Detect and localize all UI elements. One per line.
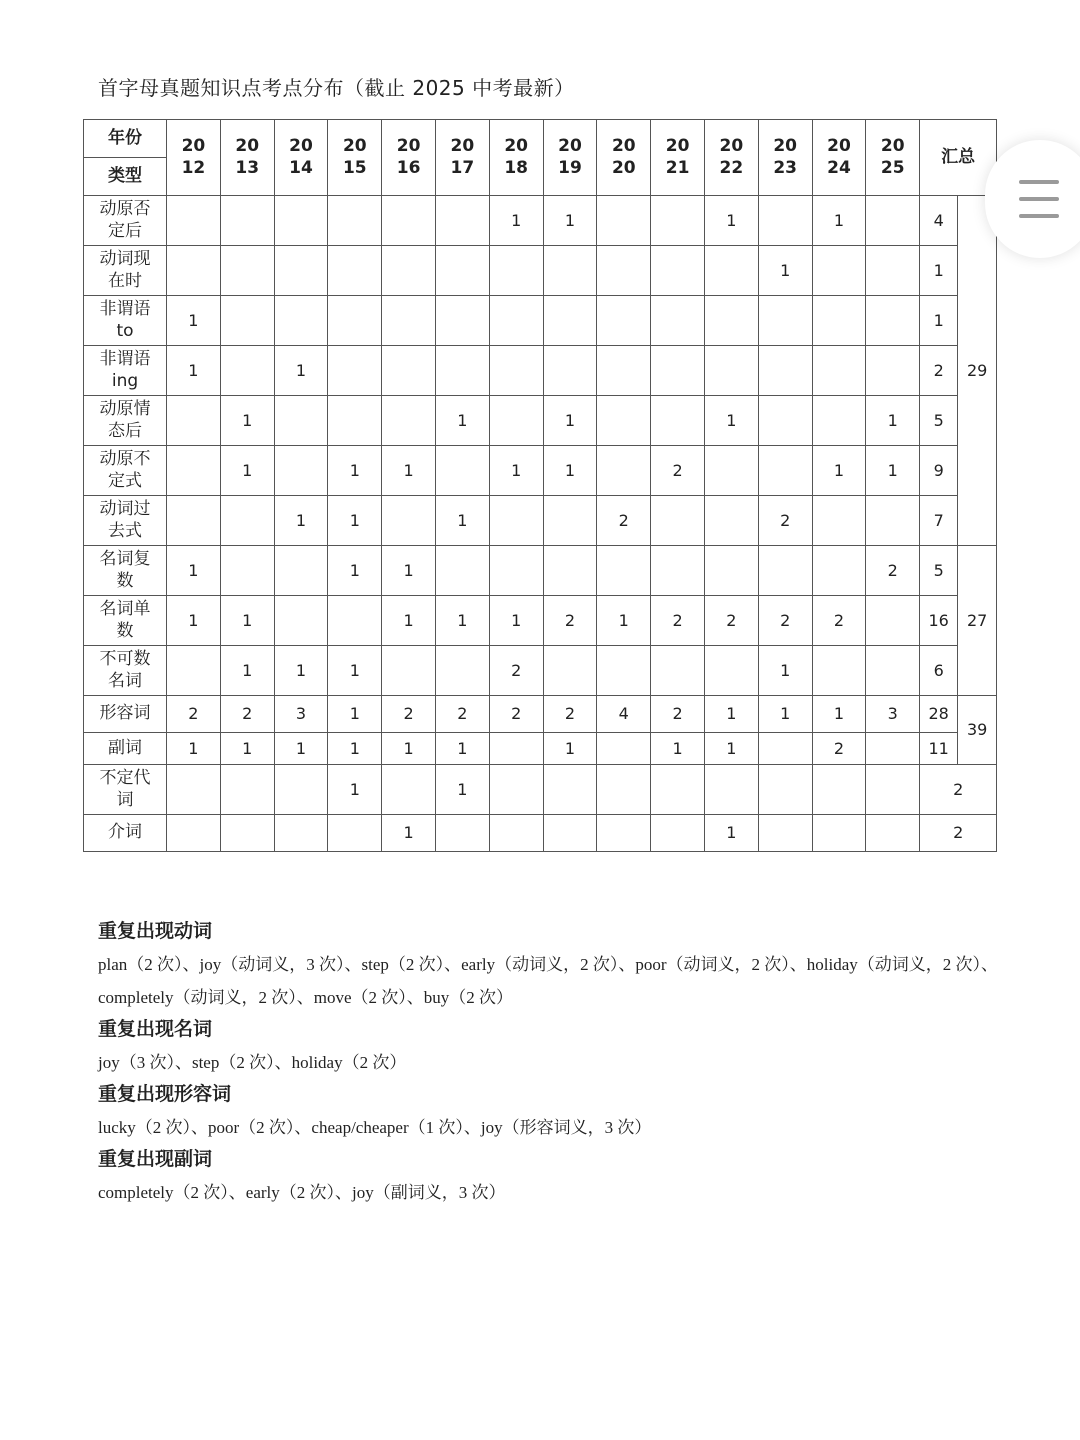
table-cell: 1	[812, 446, 866, 496]
table-cell	[543, 815, 597, 852]
table-cell: 1	[328, 446, 382, 496]
table-cell: 2	[489, 646, 543, 696]
table-cell: 1	[489, 596, 543, 646]
notes-text: joy（3 次）、step（2 次）、holiday（2 次）	[98, 1053, 407, 1072]
table-cell	[704, 765, 758, 815]
notes-section-adverbs	[98, 1144, 998, 1209]
table-cell: 4	[597, 696, 651, 733]
table-cell	[489, 396, 543, 446]
table-cell	[220, 296, 274, 346]
table-row	[84, 815, 997, 852]
table-cell: 2	[167, 696, 221, 733]
table-cell	[435, 196, 489, 246]
table-cell	[597, 546, 651, 596]
table-cell	[651, 546, 705, 596]
table-row	[84, 733, 997, 765]
table-cell	[382, 346, 436, 396]
table-cell	[597, 296, 651, 346]
table-cell: 1	[704, 696, 758, 733]
table-cell: 2	[220, 696, 274, 733]
table-cell	[758, 765, 812, 815]
table-cell	[489, 496, 543, 546]
table-cell: 1	[220, 396, 274, 446]
table-cell	[220, 346, 274, 396]
table-cell: 1	[167, 596, 221, 646]
table-row	[84, 546, 997, 596]
group-total-adj-adv: 39	[958, 696, 997, 765]
header-year-3: 20 15	[328, 120, 382, 196]
table-cell	[866, 815, 920, 852]
table-cell	[812, 815, 866, 852]
notes-section-verbs	[98, 916, 998, 1014]
header-year-1: 20 13	[220, 120, 274, 196]
table-cell	[328, 246, 382, 296]
table-cell: 1	[704, 815, 758, 852]
table-cell	[597, 396, 651, 446]
table-cell	[167, 246, 221, 296]
table-cell: 2	[597, 496, 651, 546]
table-cell	[435, 546, 489, 596]
table-cell	[704, 546, 758, 596]
table-cell: 2	[489, 696, 543, 733]
header-year-11: 20 23	[758, 120, 812, 196]
table-cell: 2	[866, 546, 920, 596]
table-cell: 1	[704, 733, 758, 765]
table-row	[84, 196, 997, 246]
notes-section-nouns	[98, 1014, 998, 1079]
table-cell	[651, 196, 705, 246]
header-year-cell: 年份	[84, 120, 167, 158]
table-cell	[435, 346, 489, 396]
table-row	[84, 765, 997, 815]
row-total: 6	[920, 646, 958, 696]
table-cell	[543, 496, 597, 546]
table-cell	[704, 296, 758, 346]
table-row	[84, 596, 997, 646]
table-cell: 2	[812, 596, 866, 646]
row-category: 动词过 去式	[84, 496, 167, 546]
table-row	[84, 246, 997, 296]
table-cell	[489, 246, 543, 296]
table-cell: 1	[435, 765, 489, 815]
row-total: 11	[920, 733, 958, 765]
row-category: 不可数 名词	[84, 646, 167, 696]
header-year-13: 20 25	[866, 120, 920, 196]
table-cell: 1	[274, 346, 328, 396]
table-cell: 1	[758, 696, 812, 733]
table-cell	[812, 346, 866, 396]
table-cell: 1	[220, 446, 274, 496]
notes-heading: 重复出现名词	[98, 1018, 213, 1040]
table-cell: 1	[597, 596, 651, 646]
table-cell: 2	[543, 596, 597, 646]
table-cell	[597, 646, 651, 696]
table-cell: 1	[866, 396, 920, 446]
table-cell	[651, 396, 705, 446]
row-total: 2	[920, 765, 997, 815]
table-row	[84, 696, 997, 733]
table-cell	[382, 246, 436, 296]
header-total-cell: 汇总	[920, 120, 997, 196]
table-cell: 1	[220, 733, 274, 765]
table-cell	[328, 396, 382, 446]
table-cell	[435, 446, 489, 496]
table-cell	[382, 196, 436, 246]
table-cell	[328, 346, 382, 396]
table-cell	[651, 296, 705, 346]
table-cell	[597, 196, 651, 246]
table-cell	[651, 246, 705, 296]
table-cell: 2	[704, 596, 758, 646]
table-cell: 1	[167, 296, 221, 346]
table-cell	[866, 196, 920, 246]
table-cell: 1	[543, 396, 597, 446]
table-cell	[597, 446, 651, 496]
table-cell: 1	[382, 446, 436, 496]
table-cell	[866, 765, 920, 815]
table-cell: 2	[543, 696, 597, 733]
table-cell: 1	[382, 815, 436, 852]
table-cell	[274, 296, 328, 346]
notes-section-adjectives	[98, 1079, 998, 1144]
table-cell: 1	[866, 446, 920, 496]
header-year-10: 20 22	[704, 120, 758, 196]
table-cell: 1	[220, 646, 274, 696]
table-cell: 1	[328, 646, 382, 696]
table-cell	[435, 646, 489, 696]
table-cell	[597, 765, 651, 815]
table-cell: 1	[167, 346, 221, 396]
table-cell	[543, 765, 597, 815]
table-row	[84, 446, 997, 496]
floating-menu-button[interactable]	[985, 140, 1080, 258]
table-row	[84, 496, 997, 546]
table-cell	[758, 815, 812, 852]
table-cell	[543, 296, 597, 346]
table-cell	[328, 196, 382, 246]
table-cell	[651, 815, 705, 852]
table-cell	[651, 765, 705, 815]
notes-text: lucky（2 次）、poor（2 次）、cheap/cheaper（1 次）、joy（形容词义，3 次）	[98, 1118, 652, 1137]
table-cell	[382, 646, 436, 696]
table-cell: 1	[543, 446, 597, 496]
table-cell: 1	[651, 733, 705, 765]
table-cell: 1	[167, 733, 221, 765]
row-category: 副词	[84, 733, 167, 765]
repeated-words-notes	[98, 916, 998, 1209]
row-category: 名词单 数	[84, 596, 167, 646]
row-total: 2	[920, 815, 997, 852]
table-cell: 2	[758, 496, 812, 546]
group-total-nouns: 27	[958, 546, 997, 696]
notes-text: completely（2 次）、early（2 次）、joy（副词义，3 次）	[98, 1183, 506, 1202]
group-total-verbs: 29	[958, 196, 997, 546]
table-cell	[866, 646, 920, 696]
table-cell	[382, 496, 436, 546]
table-cell	[274, 815, 328, 852]
table-cell	[597, 246, 651, 296]
header-year-7: 20 19	[543, 120, 597, 196]
table-cell: 1	[274, 496, 328, 546]
table-cell	[597, 346, 651, 396]
table-cell	[543, 646, 597, 696]
row-total: 2	[920, 346, 958, 396]
table-cell: 1	[435, 596, 489, 646]
table-cell	[758, 346, 812, 396]
table-cell: 1	[435, 396, 489, 446]
table-cell	[758, 296, 812, 346]
table-cell	[220, 546, 274, 596]
table-cell	[489, 815, 543, 852]
table-cell	[274, 196, 328, 246]
table-cell	[489, 546, 543, 596]
table-cell: 1	[382, 546, 436, 596]
table-cell	[704, 246, 758, 296]
table-cell: 1	[167, 546, 221, 596]
row-total: 28	[920, 696, 958, 733]
table-cell	[866, 596, 920, 646]
table-cell: 1	[758, 646, 812, 696]
table-cell	[220, 246, 274, 296]
table-cell	[274, 546, 328, 596]
table-cell: 1	[543, 733, 597, 765]
table-cell	[543, 546, 597, 596]
table-cell	[866, 296, 920, 346]
table-cell: 1	[435, 733, 489, 765]
row-total: 9	[920, 446, 958, 496]
table-cell	[167, 646, 221, 696]
notes-heading: 重复出现动词	[98, 920, 213, 942]
table-cell	[812, 296, 866, 346]
table-cell	[812, 646, 866, 696]
table-cell: 2	[651, 446, 705, 496]
table-cell: 1	[328, 733, 382, 765]
row-total: 16	[920, 596, 958, 646]
table-cell: 1	[704, 196, 758, 246]
table-cell	[435, 815, 489, 852]
header-year-5: 20 17	[435, 120, 489, 196]
header-year-0: 20 12	[167, 120, 221, 196]
table-cell	[812, 246, 866, 296]
table-cell	[866, 346, 920, 396]
table-cell	[812, 396, 866, 446]
table-cell	[489, 346, 543, 396]
table-cell: 1	[704, 396, 758, 446]
table-cell: 1	[328, 546, 382, 596]
table-cell	[597, 733, 651, 765]
row-total: 7	[920, 496, 958, 546]
table-cell	[597, 815, 651, 852]
table-cell	[274, 246, 328, 296]
table-cell: 3	[274, 696, 328, 733]
table-cell: 1	[220, 596, 274, 646]
table-cell	[651, 646, 705, 696]
table-cell	[220, 196, 274, 246]
table-cell	[704, 346, 758, 396]
table-cell: 1	[812, 196, 866, 246]
table-cell	[812, 765, 866, 815]
header-year-2: 20 14	[274, 120, 328, 196]
table-cell: 1	[328, 496, 382, 546]
page-title: 首字母真题知识点考点分布（截止 2025 中考最新）	[98, 76, 575, 100]
table-cell: 1	[274, 733, 328, 765]
knowledge-distribution-table	[83, 119, 997, 852]
table-cell: 2	[812, 733, 866, 765]
row-total: 4	[920, 196, 958, 246]
table-cell: 1	[543, 196, 597, 246]
table-cell	[167, 496, 221, 546]
table-cell	[543, 246, 597, 296]
table-cell	[167, 446, 221, 496]
table-cell	[758, 546, 812, 596]
table-cell: 1	[435, 496, 489, 546]
row-category: 动词现 在时	[84, 246, 167, 296]
table-cell	[651, 346, 705, 396]
table-cell	[167, 196, 221, 246]
table-cell: 2	[651, 696, 705, 733]
table-cell: 1	[489, 196, 543, 246]
table-cell	[651, 496, 705, 546]
table-cell	[758, 396, 812, 446]
table-cell: 2	[651, 596, 705, 646]
header-type-cell: 类型	[84, 158, 167, 196]
table-cell	[382, 765, 436, 815]
header-year-8: 20 20	[597, 120, 651, 196]
header-year-12: 20 24	[812, 120, 866, 196]
table-cell	[274, 765, 328, 815]
table-cell	[274, 446, 328, 496]
row-category: 介词	[84, 815, 167, 852]
row-total: 1	[920, 246, 958, 296]
table-cell: 2	[758, 596, 812, 646]
table-cell	[543, 346, 597, 396]
table-cell	[220, 496, 274, 546]
row-total: 5	[920, 546, 958, 596]
table-cell: 1	[328, 765, 382, 815]
row-category: 非谓语 ing	[84, 346, 167, 396]
row-category: 不定代 词	[84, 765, 167, 815]
table-cell	[812, 546, 866, 596]
row-total: 1	[920, 296, 958, 346]
table-cell: 1	[382, 733, 436, 765]
table-cell	[704, 646, 758, 696]
table-cell	[758, 196, 812, 246]
table-cell	[866, 496, 920, 546]
row-category: 动原否 定后	[84, 196, 167, 246]
table-cell	[220, 765, 274, 815]
notes-heading: 重复出现副词	[98, 1148, 213, 1170]
table-cell: 1	[489, 446, 543, 496]
table-cell	[812, 496, 866, 546]
table-cell	[220, 815, 274, 852]
table-cell	[328, 296, 382, 346]
header-row	[84, 120, 997, 158]
table-cell	[328, 596, 382, 646]
table-cell	[489, 296, 543, 346]
table-row	[84, 396, 997, 446]
table-cell: 2	[435, 696, 489, 733]
header-year-9: 20 21	[651, 120, 705, 196]
table-cell	[167, 765, 221, 815]
notes-text: plan（2 次）、joy（动词义，3 次）、step（2 次）、early（动词义，2 次）、poor（动词义，2 次）、holiday（动词义，2 次）、completely（动词义，2 次）、move（2 次）、buy（2 次）	[98, 955, 999, 1007]
table-cell	[489, 733, 543, 765]
table-cell: 1	[328, 696, 382, 733]
row-category: 名词复 数	[84, 546, 167, 596]
table-cell	[758, 446, 812, 496]
table-cell: 3	[866, 696, 920, 733]
header-year-6: 20 18	[489, 120, 543, 196]
table-cell	[435, 296, 489, 346]
table-cell	[274, 396, 328, 446]
header-year-4: 20 16	[382, 120, 436, 196]
table-row	[84, 646, 997, 696]
table-cell	[167, 396, 221, 446]
table-cell	[704, 446, 758, 496]
table-cell: 1	[382, 596, 436, 646]
table-cell	[704, 496, 758, 546]
table-cell	[866, 246, 920, 296]
table-row	[84, 346, 997, 396]
table-row	[84, 296, 997, 346]
table-cell: 1	[758, 246, 812, 296]
table-cell	[274, 596, 328, 646]
row-category: 形容词	[84, 696, 167, 733]
table-cell	[866, 733, 920, 765]
table-cell	[382, 296, 436, 346]
notes-heading: 重复出现形容词	[98, 1083, 232, 1105]
table-cell	[382, 396, 436, 446]
row-category: 动原情 态后	[84, 396, 167, 446]
table-cell	[758, 733, 812, 765]
row-category: 非谓语 to	[84, 296, 167, 346]
table-cell	[167, 815, 221, 852]
table-cell: 1	[274, 646, 328, 696]
row-category: 动原不 定式	[84, 446, 167, 496]
table-cell: 1	[812, 696, 866, 733]
row-total: 5	[920, 396, 958, 446]
table-cell	[489, 765, 543, 815]
table-cell: 2	[382, 696, 436, 733]
table-cell	[435, 246, 489, 296]
table-cell	[328, 815, 382, 852]
